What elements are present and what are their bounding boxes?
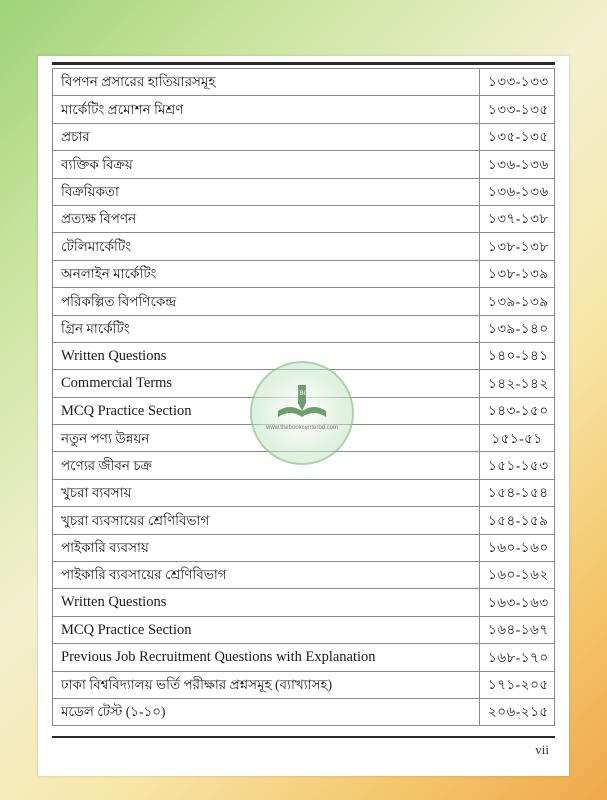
toc-entry-title: নতুন পণ্য উন্নয়ন [53,425,480,452]
toc-entry-title: মডেল টেস্ট (১-১০) [53,698,480,725]
toc-row [53,698,555,725]
toc-entry-title: বিপণন প্রসারের হাতিয়ারসমূহ [53,69,480,96]
book-pen-icon [272,381,332,425]
watermark-url: www.thebookcenterbd.com [265,425,339,431]
toc-entry-title: MCQ Practice Section [53,397,480,424]
toc-entry-title: গ্রিন মার্কেটিং [53,315,480,342]
page-number: vii [535,742,549,757]
toc-entry-title: Previous Job Recruitment Questions with Explanation [53,644,480,671]
toc-entry-title: মার্কেটিং প্রমোশন মিশ্রণ [53,96,480,123]
toc-entry-pages: ১৩৯-১৩৯ [480,288,555,315]
toc-entry-pages: ২০৬-২১৫ [480,698,555,725]
toc-row [53,151,555,178]
toc-row [53,616,555,643]
toc-entry-title: পাইকারি ব্যবসায়ের শ্রেণিবিভাগ [53,562,480,589]
watermark-logo [250,361,354,465]
toc-entry-title: Commercial Terms [53,370,480,397]
toc-entry-pages: ১৬৪-১৬৭ [480,616,555,643]
toc-row [53,562,555,589]
toc-entry-pages: ১৩৯-১৪০ [480,315,555,342]
toc-entry-title: ব্যক্তিক বিক্রয় [53,151,480,178]
toc-entry-pages: ১৫১-১৫৩ [480,452,555,479]
toc-entry-title: পণ্যের জীবন চক্র [53,452,480,479]
toc-entry-title: পাইকারি ব্যবসায় [53,534,480,561]
toc-entry-pages: ১৩৫-১৩৫ [480,123,555,150]
watermark-logo-label: TBC [296,391,308,397]
bottom-rule [52,736,555,738]
toc-entry-title: ঢাকা বিশ্ববিদ্যালয় ভর্তি পরীক্ষার প্রশ্নসমূহ (ব্যাখ্যাসহ) [53,671,480,698]
toc-entry-pages: ১৩৬-১৩৬ [480,151,555,178]
toc-row [53,288,555,315]
toc-entry-title: Written Questions [53,342,480,369]
toc-entry-title: প্রচার [53,123,480,150]
toc-entry-pages: ১৫৪-১৫৯ [480,507,555,534]
toc-entry-pages: ১৪৩-১৫০ [480,397,555,424]
toc-entry-pages: ১৬০-১৬২ [480,562,555,589]
toc-entry-pages: ১৩৩-১৩৫ [480,96,555,123]
toc-entry-title: MCQ Practice Section [53,616,480,643]
toc-entry-pages: ১৫১-৫১ [480,425,555,452]
toc-entry-pages: ১৪০-১৪১ [480,342,555,369]
toc-entry-title: পরিকল্পিত বিপণিকেন্দ্র [53,288,480,315]
toc-entry-pages: ১৬৩-১৬৩ [480,589,555,616]
toc-entry-title: খুচরা ব্যবসায়ের শ্রেণিবিভাগ [53,507,480,534]
toc-entry-pages: ১৬০-১৬০ [480,534,555,561]
toc-row [53,260,555,287]
toc-row [53,671,555,698]
toc-row [53,233,555,260]
toc-entry-pages: ১৩৭-১৩৮ [480,205,555,232]
toc-entry-pages: ১৩৩-১৩৩ [480,69,555,96]
toc-row [53,479,555,506]
toc-row [53,507,555,534]
toc-row [53,589,555,616]
toc-row [53,123,555,150]
toc-row [53,178,555,205]
book-page [38,56,569,776]
toc-entry-pages: ১৩৮-১৩৯ [480,260,555,287]
top-rule [52,62,555,65]
toc-entry-title: অনলাইন মার্কেটিং [53,260,480,287]
toc-row [53,96,555,123]
toc-entry-title: বিক্রয়িকতা [53,178,480,205]
toc-entry-pages: ১৭১-২০৫ [480,671,555,698]
toc-entry-pages: ১৩৮-১৩৮ [480,233,555,260]
toc-entry-title: প্রত্যক্ষ বিপণন [53,205,480,232]
toc-entry-title: Written Questions [53,589,480,616]
toc-entry-title: খুচরা ব্যবসায় [53,479,480,506]
toc-row [53,534,555,561]
toc-entry-pages: ১৫৪-১৫৪ [480,479,555,506]
toc-entry-pages: ১৪২-১৪২ [480,370,555,397]
toc-row [53,315,555,342]
toc-entry-pages: ১৩৬-১৩৬ [480,178,555,205]
toc-row [53,69,555,96]
toc-entry-title: টেলিমার্কেটিং [53,233,480,260]
toc-row [53,205,555,232]
toc-entry-pages: ১৬৮-১৭০ [480,644,555,671]
toc-row [53,644,555,671]
